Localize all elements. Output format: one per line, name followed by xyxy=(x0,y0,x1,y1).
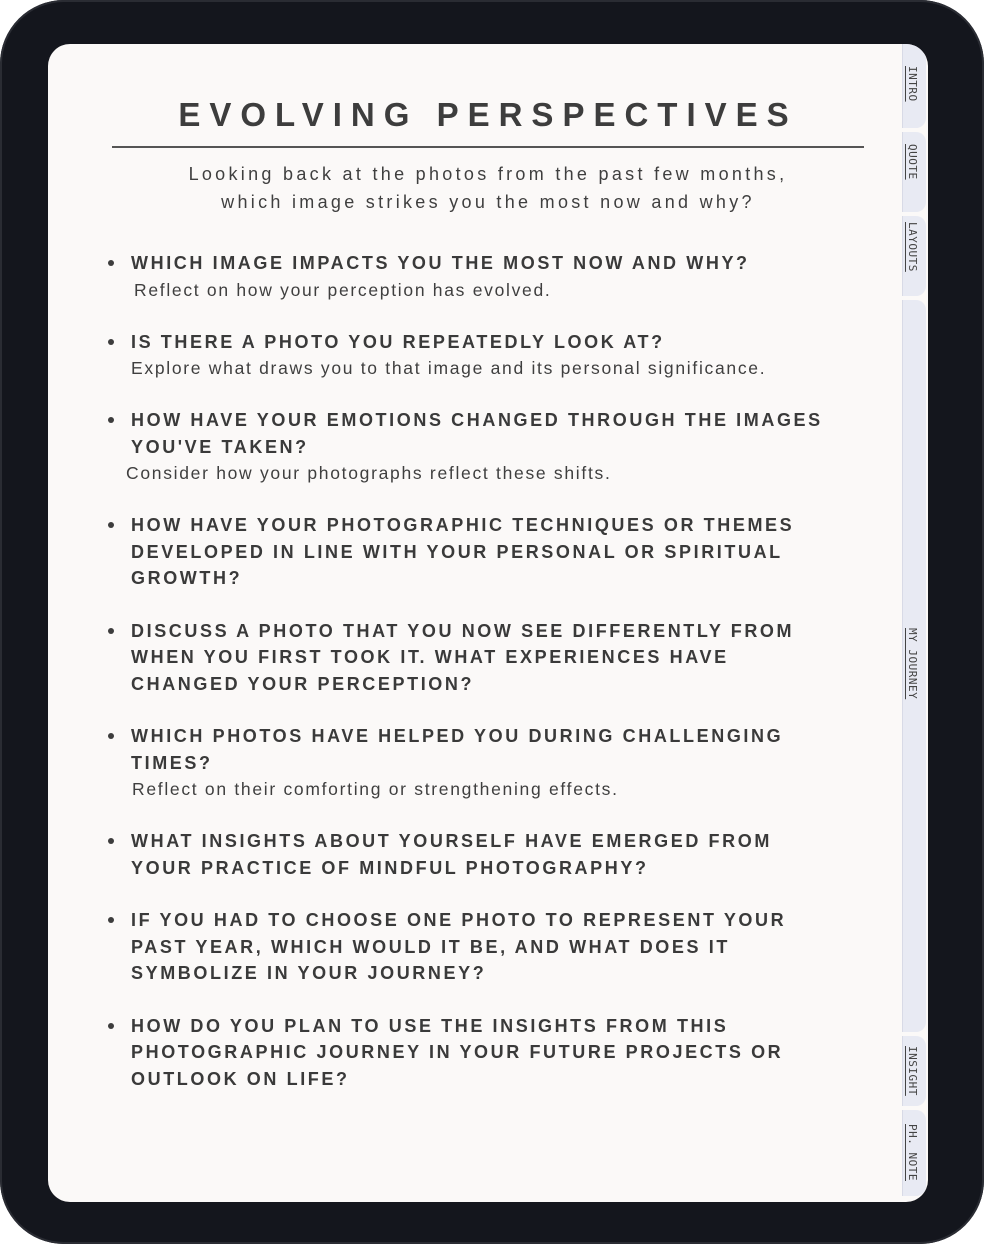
question-item xyxy=(108,907,898,987)
tab-insight[interactable] xyxy=(902,1036,926,1106)
planner-screen xyxy=(48,44,928,1202)
question-item xyxy=(108,250,898,303)
tab-label: INTRO xyxy=(906,66,919,102)
section-tabs xyxy=(902,44,928,1202)
question-item xyxy=(108,618,898,698)
tab-label: PH. NOTE xyxy=(906,1124,919,1181)
tab-label: QUOTE xyxy=(906,144,919,180)
page-content xyxy=(48,44,902,1202)
bullet-icon xyxy=(108,628,114,634)
bullet-icon xyxy=(108,733,114,739)
bullet-icon xyxy=(108,522,114,528)
tab-layouts[interactable] xyxy=(902,216,926,296)
question-title: IS THERE A PHOTO YOU REPEATEDLY LOOK AT? xyxy=(131,331,665,352)
question-title: HOW HAVE YOUR EMOTIONS CHANGED THROUGH THE IMAGES YOU'VE TAKEN? xyxy=(131,410,823,457)
question-subtitle: Reflect on how your perception has evolved. xyxy=(134,279,552,300)
question-item xyxy=(108,828,898,881)
question-title: WHICH PHOTOS HAVE HELPED YOU DURING CHALLENGING TIMES? xyxy=(131,726,784,773)
bullet-icon xyxy=(108,917,114,923)
question-title: IF YOU HAD TO CHOOSE ONE PHOTO TO REPRESENT YOUR PAST YEAR, WHICH WOULD IT BE, AND WHAT DOES IT SYMBOLIZE IN YOUR JOURNEY? xyxy=(131,910,787,983)
intro-line: Looking back at the photos from the past few months, xyxy=(188,164,788,184)
bullet-icon xyxy=(108,260,114,266)
question-title: DISCUSS A PHOTO THAT YOU NOW SEE DIFFERENTLY FROM WHEN YOU FIRST TOOK IT. WHAT EXPERIENCES HAVE CHANGED YOUR PERCEPTION? xyxy=(131,620,795,694)
question-title: WHAT INSIGHTS ABOUT YOURSELF HAVE EMERGED FROM YOUR PRACTICE OF MINDFUL PHOTOGRAPHY? xyxy=(131,831,772,878)
bullet-icon xyxy=(108,339,114,345)
question-item xyxy=(108,512,898,592)
tab-ph-note[interactable] xyxy=(902,1110,926,1196)
tab-intro[interactable] xyxy=(902,44,926,128)
bullet-icon xyxy=(108,838,114,844)
page-title: EVOLVING PERSPECTIVES xyxy=(178,96,798,133)
question-title: HOW DO YOU PLAN TO USE THE INSIGHTS FROM THIS PHOTOGRAPHIC JOURNEY IN YOUR FUTURE PROJECTS OR OUTLOOK ON LIFE? xyxy=(131,1015,784,1089)
question-subtitle: Reflect on their comforting or strengthening effects. xyxy=(132,779,619,799)
intro-text xyxy=(88,160,888,216)
tab-label: MY JOURNEY xyxy=(906,628,919,700)
question-subtitle: Consider how your photographs reflect these shifts. xyxy=(126,463,612,483)
question-item xyxy=(108,329,898,382)
question-item xyxy=(108,407,898,486)
tab-quote[interactable] xyxy=(902,132,926,212)
tab-label: LAYOUTS xyxy=(906,222,919,272)
question-title: HOW HAVE YOUR PHOTOGRAPHIC TECHNIQUES OR THEMES DEVELOPED IN LINE WITH YOUR PERSONAL OR SPIRITUAL GROWTH? xyxy=(131,515,795,588)
question-title: WHICH IMAGE IMPACTS YOU THE MOST NOW AND WHY? xyxy=(131,253,750,273)
bullet-icon xyxy=(108,417,114,423)
question-subtitle: Explore what draws you to that image and its personal significance. xyxy=(131,358,767,378)
intro-line: which image strikes you the most now and why? xyxy=(221,192,755,212)
question-item xyxy=(108,1013,898,1093)
title-divider xyxy=(112,146,864,148)
question-item xyxy=(108,723,898,802)
tab-my-journey[interactable] xyxy=(902,300,926,1032)
tab-label: INSIGHT xyxy=(906,1046,919,1096)
question-list xyxy=(108,250,898,1118)
bullet-icon xyxy=(108,1023,114,1029)
